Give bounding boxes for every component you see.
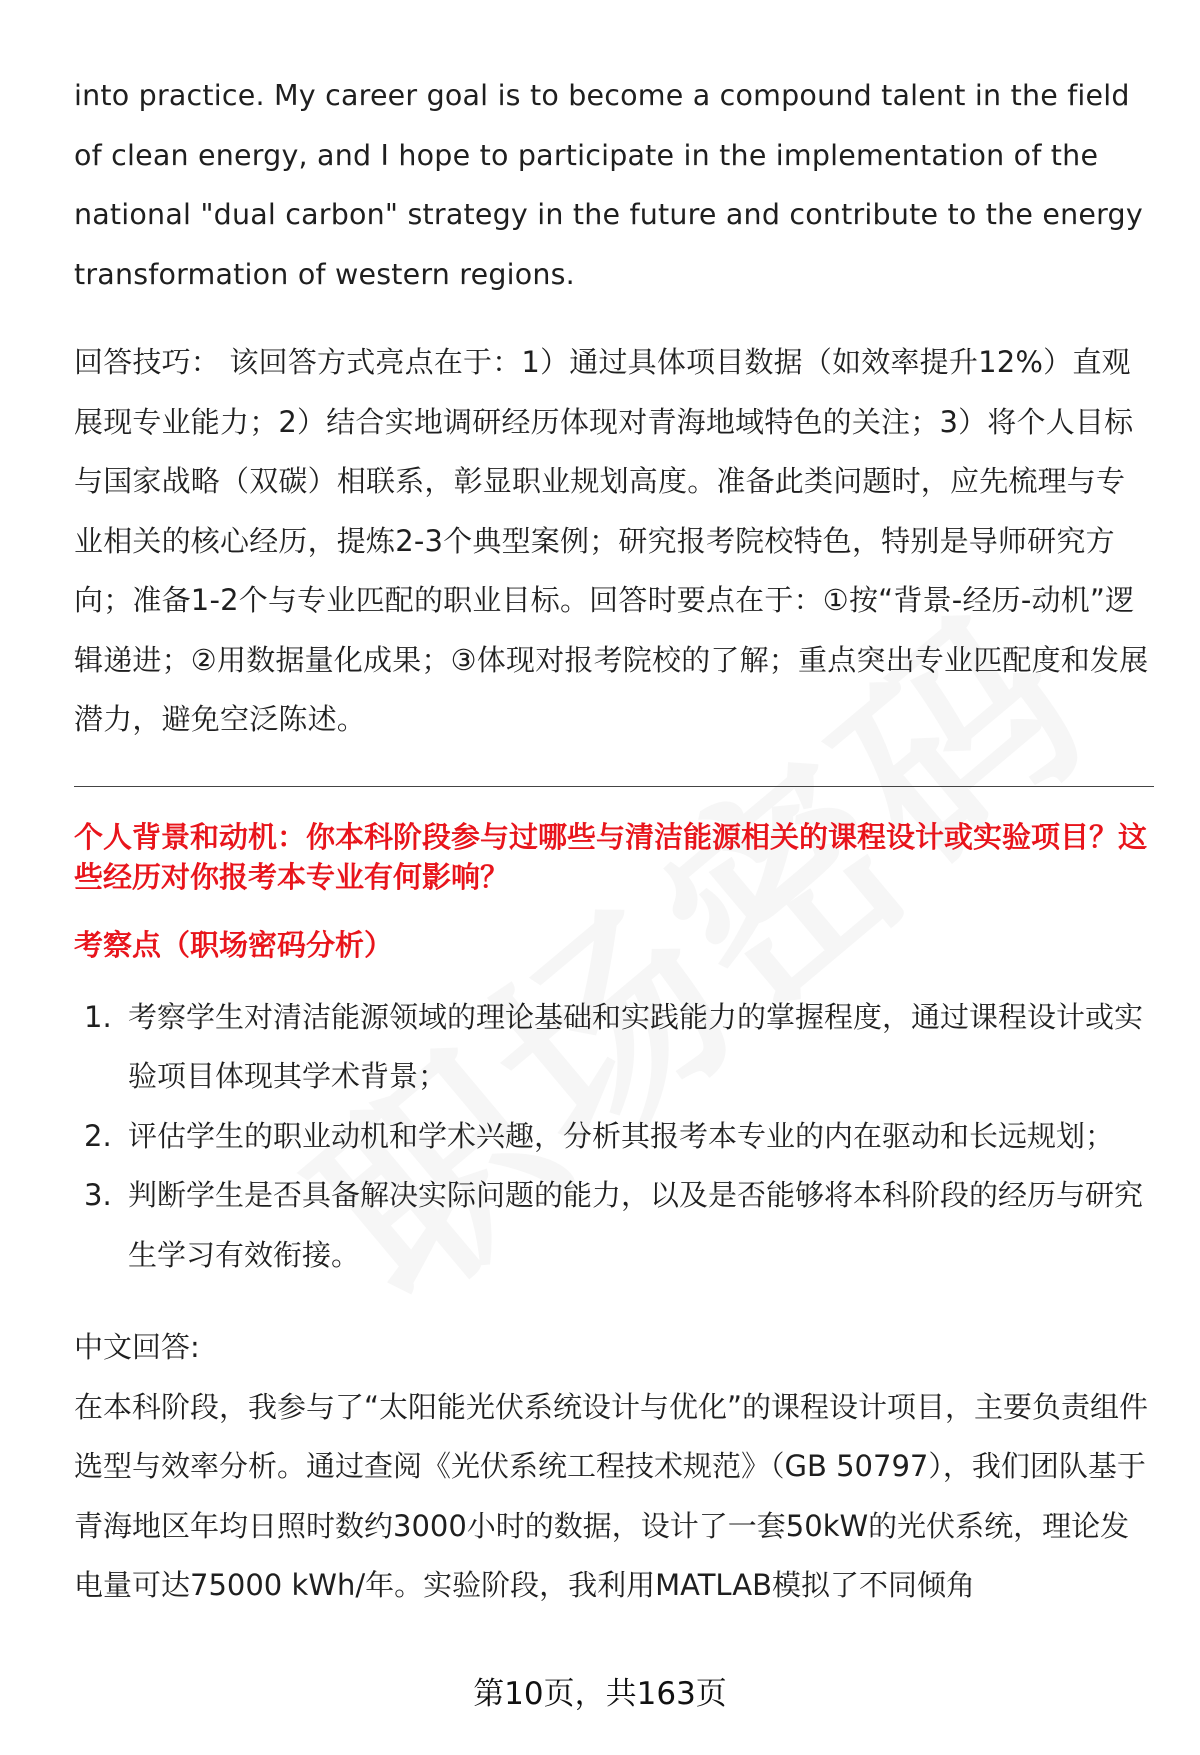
chinese-answer-text: 在本科阶段，我参与了“太阳能光伏系统设计与优化”的课程设计项目，主要负责组件选型与效率分析。通过查阅《光伏系统工程技术规范》（GB 50797），我们团队基于青海地区年均日照时数约3000小时的数据，设计了一套50kW的光伏系统，理论发电量可达75000 kWh/年。实验阶段，我利用MATLAB模拟了不同倾角	[74, 1389, 1149, 1602]
list-item-number: 2.	[84, 1118, 112, 1153]
page-footer: 第10页，共163页	[473, 1676, 727, 1712]
exam-points-list	[74, 988, 1154, 1286]
list-item	[74, 1107, 1154, 1167]
list-item	[74, 1166, 1154, 1285]
list-item-text: 评估学生的职业动机和学术兴趣，分析其报考本专业的内在驱动和长远规划；	[128, 1118, 1115, 1153]
section-divider	[74, 786, 1154, 787]
list-item-text: 判断学生是否具备解决实际问题的能力，以及是否能够将本科阶段的经历与研究生学习有效衔接。	[128, 1178, 1144, 1272]
list-item-number: 1.	[84, 999, 112, 1034]
list-item-text: 考察学生对清洁能源领域的理论基础和实践能力的掌握程度，通过课程设计或实验项目体现其学术背景；	[128, 999, 1144, 1093]
list-item	[74, 988, 1154, 1107]
question-heading: 个人背景和动机：你本科阶段参与过哪些与清洁能源相关的课程设计或实验项目？这些经历对你报考本专业有何影响？	[74, 819, 1148, 894]
english-answer-tail: into practice. My career goal is to become a compound talent in the field of clean energy, and I hope to participate in the implementation of the national "dual carbon" strategy in the future and contribute to the energy transformation of western regions.	[74, 79, 1143, 291]
list-item-number: 3.	[84, 1178, 112, 1212]
document-page	[74, 66, 1154, 1616]
chinese-answer-label: 中文回答:	[74, 1330, 200, 1364]
exam-points-title: 考察点（职场密码分析）	[74, 927, 394, 962]
answer-tip: 回答技巧： 该回答方式亮点在于：1）通过具体项目数据（如效率提升12%）直观展现专业能力；2）结合实地调研经历体现对青海地域特色的关注；3）将个人目标与国家战略（双碳）相联系，彰显职业规划高度。准备此类问题时，应先梳理与专业相关的核心经历，提炼2-3个典型案例；研究报考院校特色，特别是导师研究方向；准备1-2个与专业匹配的职业目标。回答时要点在于：①按“背景-经历-动机”逻辑递进；②用数据量化成果；③体现对报考院校的了解；重点突出专业匹配度和发展潜力，避免空泛陈述。	[74, 345, 1149, 736]
